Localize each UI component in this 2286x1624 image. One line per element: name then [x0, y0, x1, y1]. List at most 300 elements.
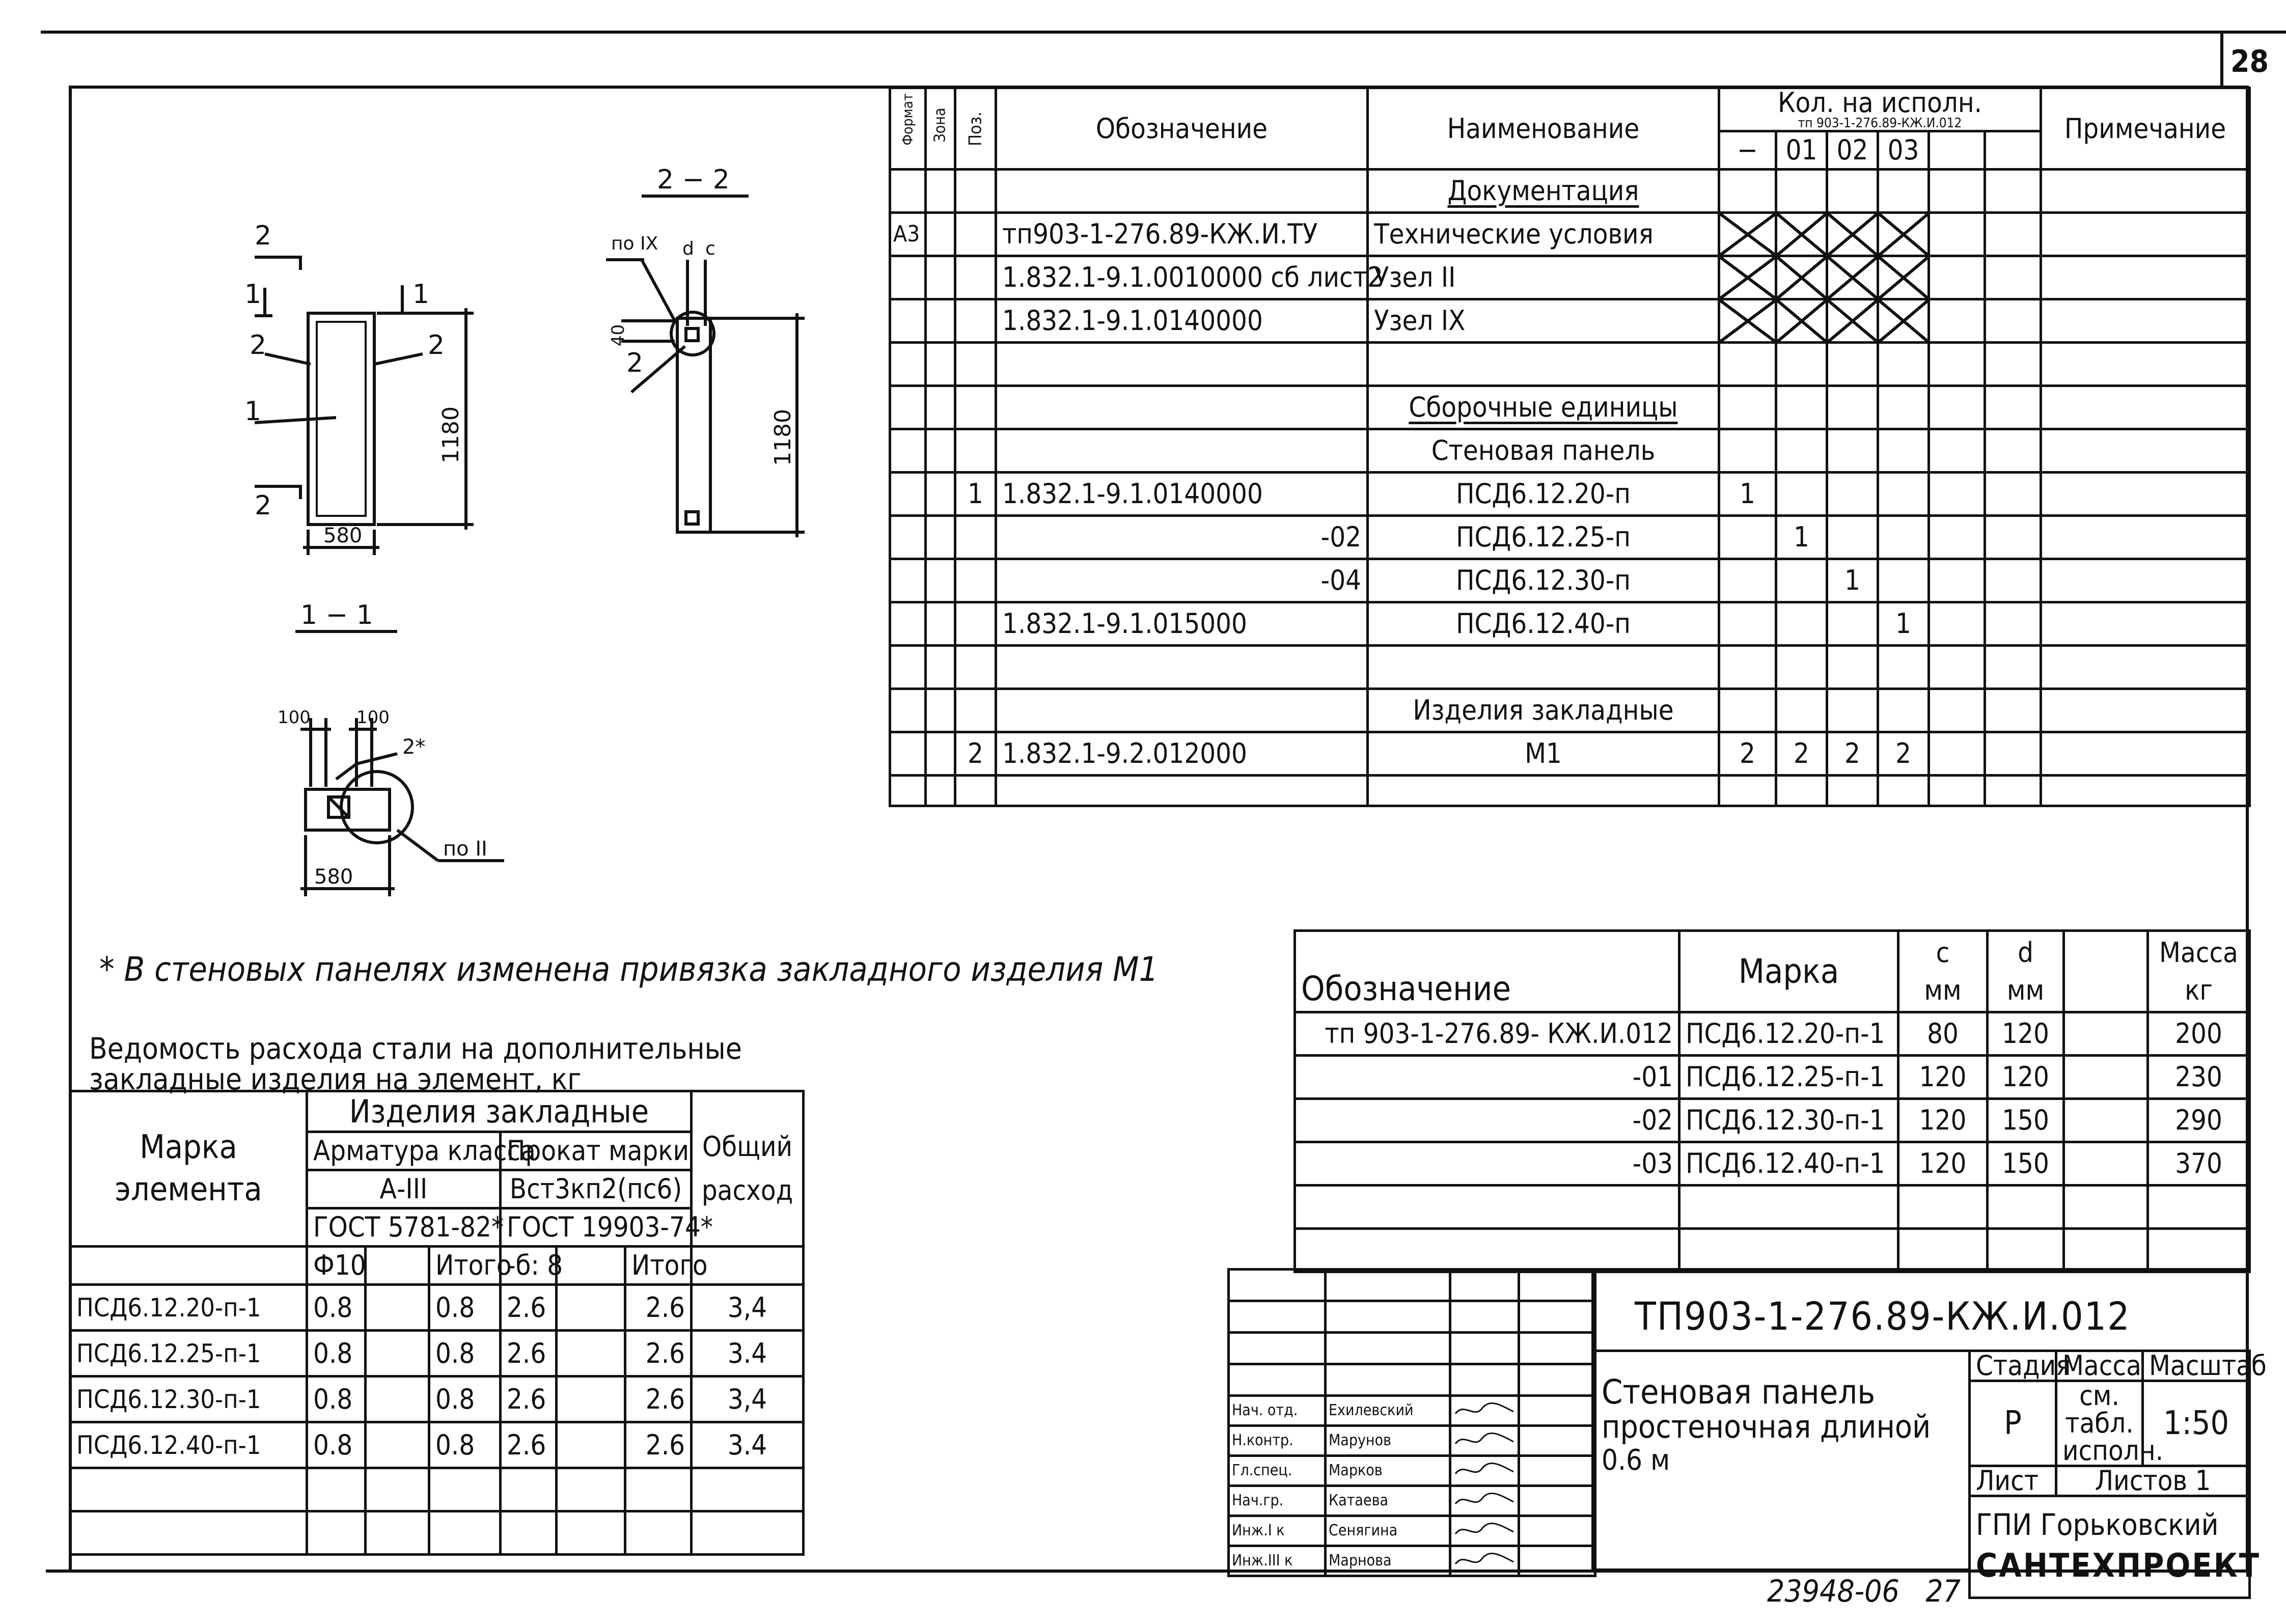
spec-zone: [926, 170, 955, 213]
steel-h-mark: Марка элемента: [70, 1091, 307, 1247]
steel-cell-t1: 0.8: [429, 1422, 501, 1468]
spec-row: [890, 776, 2250, 806]
steel-h-blank-2: [557, 1247, 625, 1285]
spec-name: [1368, 559, 1719, 602]
steel-cell-p: 2.6: [501, 1285, 557, 1331]
signer-signature: [1450, 1546, 1519, 1576]
steel-cell-t2: 2.6: [625, 1422, 692, 1468]
col-note: Примечание: [2041, 88, 2250, 170]
spec-qty: [1719, 170, 1776, 213]
spec-format: [890, 559, 926, 602]
spec-qty-extra: [1985, 170, 2041, 213]
spec-qty-extra: [1985, 776, 2041, 806]
signer-row: [1229, 1516, 1595, 1546]
variant-empty-cell: [1898, 1229, 1988, 1272]
steel-empty-cell: [70, 1511, 307, 1555]
variant-row: [1295, 1099, 2250, 1142]
variant-c: 80: [1898, 1012, 1988, 1056]
spec-pos: [955, 213, 996, 256]
spec-designation: 1.832.1-9.1.0140000: [996, 473, 1368, 516]
spec-name: [1368, 732, 1719, 776]
steel-title-1: Ведомость расхода стали на дополнительные: [89, 1031, 742, 1066]
signer-grid: [1227, 1268, 1596, 1577]
spec-qty: [1719, 256, 1776, 299]
spec-zone: [926, 429, 955, 473]
pos-2-section: 2: [626, 348, 644, 378]
spec-qty-extra: [1929, 213, 1985, 256]
spec-qty: [1776, 689, 1827, 732]
spec-note: [2041, 386, 2250, 429]
sheet-number: 28: [2230, 44, 2269, 79]
steel-cell-t2: 2.6: [625, 1331, 692, 1377]
spec-designation: [996, 776, 1368, 806]
spec-qty-extra: [1929, 473, 1985, 516]
variant-d: 150: [1988, 1099, 2064, 1142]
variant-mark: ПСД6.12.25-п-1: [1679, 1056, 1898, 1099]
signature-scribble: [1451, 1460, 1518, 1480]
signer-name: Сенягина: [1326, 1516, 1450, 1546]
spec-qty: 1: [1719, 473, 1776, 516]
steel-row: [70, 1285, 804, 1331]
steel-title-2: закладные изделия на элемент, кг: [89, 1062, 582, 1096]
spec-qty: [1878, 170, 1929, 213]
spec-qty: 1: [1776, 516, 1827, 559]
spec-qty-extra: [1985, 343, 2041, 386]
variant-c: 120: [1898, 1099, 1988, 1142]
bottom-number: 23948-06 27: [1767, 1574, 1961, 1609]
variant-designation: тп 903-1-276.89- КЖ.И.012: [1295, 1012, 1679, 1056]
steel-h-total: Итого: [429, 1247, 501, 1285]
spec-qty: [1827, 256, 1878, 299]
signer-row: [1229, 1396, 1595, 1426]
variant-designation: -01: [1295, 1056, 1679, 1099]
variant-empty-cell: [1295, 1229, 1679, 1272]
variant-row: [1295, 1142, 2250, 1186]
steel-table: [69, 1090, 805, 1556]
steel-cell-d10: 0.8: [307, 1331, 366, 1377]
title-code-box: [1591, 1268, 2248, 1352]
variant-empty: [2064, 1142, 2148, 1186]
spec-qty: 2: [1776, 732, 1827, 776]
spec-zone: [926, 473, 955, 516]
spec-format: [890, 473, 926, 516]
spec-qty-extra: [1985, 386, 2041, 429]
signer-empty-cell: [1229, 1364, 1326, 1396]
spec-format: [890, 776, 926, 806]
variant-mark: ПСД6.12.40-п-1: [1679, 1142, 1898, 1186]
signer-empty-cell: [1326, 1364, 1450, 1396]
spec-qty: [1878, 516, 1929, 559]
spec-qty: [1719, 516, 1776, 559]
spec-note: [2041, 299, 2250, 343]
spec-qty-extra: [1985, 299, 2041, 343]
variant-empty-cell: [1679, 1229, 1898, 1272]
steel-row: [70, 1377, 804, 1422]
variant-mass: 370: [2148, 1142, 2250, 1186]
label-d: d: [682, 238, 694, 259]
spec-qty: [1827, 213, 1878, 256]
spec-pos: [955, 646, 996, 689]
variant-mark: ПСД6.12.30-п-1: [1679, 1099, 1898, 1142]
cut-1-left: 1: [244, 279, 262, 310]
spec-row: [890, 429, 2250, 473]
qty-col-4: [1929, 131, 1985, 170]
signer-role: Нач.гр.: [1229, 1486, 1326, 1516]
spec-name: [1368, 646, 1719, 689]
spec-qty: [1878, 559, 1929, 602]
signer-name: Ехилевский: [1326, 1396, 1450, 1426]
steel-h-empty: [70, 1247, 307, 1285]
variant-mass: 200: [2148, 1012, 2250, 1056]
spec-format: [890, 602, 926, 646]
spec-pos: [955, 776, 996, 806]
steel-h-items: Изделия закладные: [307, 1091, 692, 1132]
steel-h-rebar-class: А-III: [307, 1170, 501, 1208]
steel-cell-p: 2.6: [501, 1377, 557, 1422]
spec-qty: [1719, 776, 1776, 806]
spec-qty-extra: [1985, 559, 2041, 602]
spec-name-text: Технические условия: [1374, 218, 1654, 250]
variant-empty: [2064, 1012, 2148, 1056]
steel-cell-p: 2.6: [501, 1331, 557, 1377]
spec-qty: [1878, 256, 1929, 299]
spec-qty-extra: [1929, 386, 1985, 429]
spec-pos: [955, 256, 996, 299]
spec-qty: [1776, 213, 1827, 256]
signer-name: Катаева: [1326, 1486, 1450, 1516]
spec-row: [890, 256, 2250, 299]
signer-role: Гл.спец.: [1229, 1456, 1326, 1486]
steel-empty-cell: [692, 1511, 804, 1555]
spec-qty: [1776, 343, 1827, 386]
signer-date: [1519, 1546, 1595, 1576]
spec-qty: [1878, 299, 1929, 343]
spec-pos: [955, 516, 996, 559]
signer-signature: [1450, 1456, 1519, 1486]
sheet-label: Лист: [1970, 1466, 2056, 1496]
spec-designation: [996, 343, 1368, 386]
spec-zone: [926, 299, 955, 343]
spec-designation: [996, 646, 1368, 689]
spec-name: [1368, 213, 1719, 256]
dim-40: 40: [608, 324, 628, 346]
signer-empty-cell: [1519, 1333, 1595, 1364]
spec-qty-extra: [1985, 516, 2041, 559]
spec-zone: [926, 559, 955, 602]
title-block: [1227, 1268, 2267, 1585]
spec-qty: [1827, 646, 1878, 689]
variant-h-empty: [2064, 931, 2148, 1012]
variant-row-empty: [1295, 1186, 2250, 1229]
spec-designation: -04: [996, 559, 1368, 602]
steel-cell-blank: [366, 1377, 429, 1422]
steel-cell-mark: ПСД6.12.20-п-1: [70, 1285, 307, 1331]
steel-empty-cell: [307, 1511, 366, 1555]
spec-qty-extra: [1929, 602, 1985, 646]
steel-cell-t2: 2.6: [625, 1377, 692, 1422]
spec-qty-extra: [1985, 256, 2041, 299]
spec-qty: [1719, 213, 1776, 256]
steel-cell-blank: [557, 1377, 625, 1422]
signer-role: Инж.I к: [1229, 1516, 1326, 1546]
dim-580-section: 580: [314, 865, 353, 889]
steel-empty-cell: [70, 1468, 307, 1511]
steel-body: [70, 1285, 804, 1555]
spec-note: [2041, 776, 2250, 806]
spec-qty: [1827, 776, 1878, 806]
star-2-label: 2*: [402, 735, 426, 759]
variant-h-mark: Марка: [1679, 931, 1898, 1012]
spec-pos: [955, 343, 996, 386]
steel-cell-d10: 0.8: [307, 1422, 366, 1468]
signer-row-empty: [1229, 1270, 1595, 1301]
signer-role: Инж.III к: [1229, 1546, 1326, 1576]
spec-format: [890, 732, 926, 776]
variant-empty-cell: [2064, 1229, 2148, 1272]
spec-qty: 2: [1878, 732, 1929, 776]
spec-qty: [1719, 689, 1776, 732]
variant-empty-cell: [1679, 1186, 1898, 1229]
signer-body: [1229, 1270, 1595, 1576]
spec-qty-extra: [1985, 213, 2041, 256]
spec-name: [1368, 776, 1719, 806]
spec-name: [1368, 602, 1719, 646]
col-name: Наименование: [1368, 88, 1719, 170]
steel-cell-t1: 0.8: [429, 1377, 501, 1422]
spec-qty: [1827, 473, 1878, 516]
variant-body: [1295, 1012, 2250, 1272]
signer-row: [1229, 1426, 1595, 1456]
signer-row: [1229, 1486, 1595, 1516]
spec-qty-extra: [1985, 602, 2041, 646]
variant-d: 120: [1988, 1056, 2064, 1099]
signer-empty-cell: [1229, 1301, 1326, 1333]
dim-1180-front: 1180: [438, 406, 464, 463]
steel-h-delta: -б: 8: [501, 1247, 557, 1285]
steel-row: [70, 1422, 804, 1468]
signature-scribble: [1451, 1520, 1518, 1540]
spec-pos: [955, 689, 996, 732]
spec-name-text: Сборочные единицы: [1409, 391, 1678, 423]
steel-empty-cell: [501, 1511, 557, 1555]
spec-qty: [1827, 386, 1878, 429]
spec-qty: 2: [1827, 732, 1878, 776]
spec-qty-extra: [1929, 429, 1985, 473]
col-qty-title: Кол. на исполн. тп 903-1-276.89-КЖ.И.012: [1719, 88, 2041, 131]
spec-qty-extra: [1985, 473, 2041, 516]
spec-row: [890, 689, 2250, 732]
spec-qty-extra: [1985, 689, 2041, 732]
spec-qty-extra: [1929, 256, 1985, 299]
mass-value: см. табл. исполн.: [2056, 1381, 2143, 1466]
scale-value: 1:50: [2143, 1381, 2250, 1466]
qty-col-3: 03: [1878, 131, 1929, 170]
spec-name-text: ПСД6.12.40-п: [1455, 608, 1631, 640]
spec-qty: [1776, 299, 1827, 343]
spec-name: [1368, 689, 1719, 732]
sheets-label: Листов 1: [2056, 1466, 2250, 1496]
signer-row-empty: [1229, 1333, 1595, 1364]
title-desc-3: 0.6 м: [1602, 1444, 1670, 1477]
variant-empty-cell: [1988, 1186, 2064, 1229]
spec-name-text: М1: [1525, 737, 1562, 769]
signer-empty-cell: [1326, 1270, 1450, 1301]
signer-row-empty: [1229, 1301, 1595, 1333]
spec-qty: [1776, 429, 1827, 473]
steel-empty-cell: [366, 1511, 429, 1555]
spec-qty-extra: [1929, 732, 1985, 776]
steel-h-total2: Итого: [625, 1247, 692, 1285]
spec-name: [1368, 516, 1719, 559]
spec-qty: [1776, 559, 1827, 602]
spec-designation: 1.832.1-9.1.015000: [996, 602, 1368, 646]
spec-row: [890, 386, 2250, 429]
signer-empty-cell: [1450, 1301, 1519, 1333]
variant-h-d: d мм: [1988, 931, 2064, 1012]
specification-table: [889, 87, 2251, 807]
org-name-1: ГПИ Горьковский: [1976, 1507, 2219, 1542]
variant-row: [1295, 1012, 2250, 1056]
spec-row: [890, 343, 2250, 386]
spec-row: [890, 559, 2250, 602]
signer-name: Марунов: [1326, 1426, 1450, 1456]
steel-row: [70, 1331, 804, 1377]
spec-qty: [1776, 646, 1827, 689]
stage-table: [1968, 1350, 2267, 1599]
spec-zone: [926, 602, 955, 646]
signer-signature: [1450, 1486, 1519, 1516]
spec-note: [2041, 559, 2250, 602]
spec-name-text: Изделия закладные: [1413, 694, 1674, 726]
signer-date: [1519, 1516, 1595, 1546]
steel-h-blank-1: [366, 1247, 429, 1285]
spec-body: [890, 170, 2250, 806]
spec-qty-extra: [1929, 516, 1985, 559]
steel-cell-blank: [366, 1285, 429, 1331]
stage-value: Р: [1970, 1381, 2056, 1466]
steel-empty-cell: [366, 1468, 429, 1511]
steel-empty-cell: [429, 1468, 501, 1511]
spec-designation: [996, 170, 1368, 213]
dim-100-left: 100: [278, 707, 311, 728]
variant-table: [1293, 929, 2251, 1273]
variant-c: 120: [1898, 1142, 1988, 1186]
spec-zone: [926, 386, 955, 429]
spec-format: [890, 429, 926, 473]
signer-empty-cell: [1326, 1301, 1450, 1333]
spec-qty: [1776, 473, 1827, 516]
spec-designation: [996, 429, 1368, 473]
spec-qty-extra: [1929, 646, 1985, 689]
spec-qty: [1776, 776, 1827, 806]
steel-empty-cell: [625, 1468, 692, 1511]
spec-qty: 1: [1878, 602, 1929, 646]
title-desc-1: Стеновая панель: [1602, 1372, 1876, 1412]
signer-empty-cell: [1450, 1333, 1519, 1364]
variant-mark: ПСД6.12.20-п-1: [1679, 1012, 1898, 1056]
qty-col-5: [1985, 131, 2041, 170]
spec-qty: [1719, 429, 1776, 473]
steel-cell-mark: ПСД6.12.30-п-1: [70, 1377, 307, 1422]
spec-qty: [1878, 473, 1929, 516]
variant-designation: -03: [1295, 1142, 1679, 1186]
signer-date: [1519, 1396, 1595, 1426]
signer-row: [1229, 1546, 1595, 1576]
steel-h-rolled-grade: Вст3кп2(пс6): [501, 1170, 692, 1208]
sheet-number-box: [2220, 34, 2286, 86]
spec-qty: [1878, 343, 1929, 386]
spec-name: [1368, 343, 1719, 386]
col-format: Формат: [890, 88, 926, 170]
spec-format: [890, 386, 926, 429]
title-desc-2: простеночная длиной: [1602, 1408, 1931, 1445]
spec-zone: [926, 516, 955, 559]
spec-qty: [1776, 256, 1827, 299]
pos-2-right: 2: [428, 330, 445, 361]
spec-pos: [955, 299, 996, 343]
signature-scribble: [1451, 1429, 1518, 1450]
signer-name: Марков: [1326, 1456, 1450, 1486]
steel-empty-cell: [557, 1468, 625, 1511]
org-name-2: САНТЕХПРОЕКТ: [1976, 1547, 2261, 1585]
steel-empty-cell: [501, 1468, 557, 1511]
spec-note: [2041, 602, 2250, 646]
spec-name: [1368, 299, 1719, 343]
signer-date: [1519, 1456, 1595, 1486]
steel-cell-blank: [557, 1422, 625, 1468]
spec-zone: [926, 256, 955, 299]
spec-name: [1368, 386, 1719, 429]
spec-qty: [1776, 602, 1827, 646]
variant-designation: -02: [1295, 1099, 1679, 1142]
spec-qty: [1827, 602, 1878, 646]
variant-d: 120: [1988, 1012, 2064, 1056]
variant-d: 150: [1988, 1142, 2064, 1186]
section-2-2-label: 2 − 2: [657, 164, 730, 195]
variant-empty-cell: [1295, 1186, 1679, 1229]
signature-scribble: [1451, 1550, 1518, 1570]
signer-empty-cell: [1326, 1333, 1450, 1364]
note-text: * В стеновых панелях изменена привязка закладного изделия М1: [99, 950, 1159, 989]
section-1-1-label: 1 − 1: [300, 600, 373, 630]
spec-note: [2041, 473, 2250, 516]
steel-empty-cell: [625, 1511, 692, 1555]
steel-cell-blank: [557, 1331, 625, 1377]
steel-cell-d10: 0.8: [307, 1285, 366, 1331]
steel-cell-sum: 3,4: [692, 1377, 804, 1422]
variant-empty-cell: [2064, 1186, 2148, 1229]
pos-2-left: 2: [250, 330, 267, 361]
variant-mass: 230: [2148, 1056, 2250, 1099]
steel-cell-mark: ПСД6.12.25-п-1: [70, 1331, 307, 1377]
variant-empty: [2064, 1099, 2148, 1142]
spec-note: [2041, 689, 2250, 732]
spec-zone: [926, 689, 955, 732]
spec-note: [2041, 516, 2250, 559]
spec-qty: [1827, 170, 1878, 213]
variant-mass: 290: [2148, 1099, 2250, 1142]
spec-format: [890, 256, 926, 299]
spec-designation: 1.832.1-9.1.0140000: [996, 299, 1368, 343]
spec-name-text: ПСД6.12.20-п: [1455, 478, 1631, 510]
steel-cell-d10: 0.8: [307, 1377, 366, 1422]
steel-cell-blank: [366, 1331, 429, 1377]
spec-row: [890, 170, 2250, 213]
steel-cell-p: 2.6: [501, 1422, 557, 1468]
spec-pos: [955, 429, 996, 473]
spec-note: [2041, 343, 2250, 386]
spec-note: [2041, 646, 2250, 689]
